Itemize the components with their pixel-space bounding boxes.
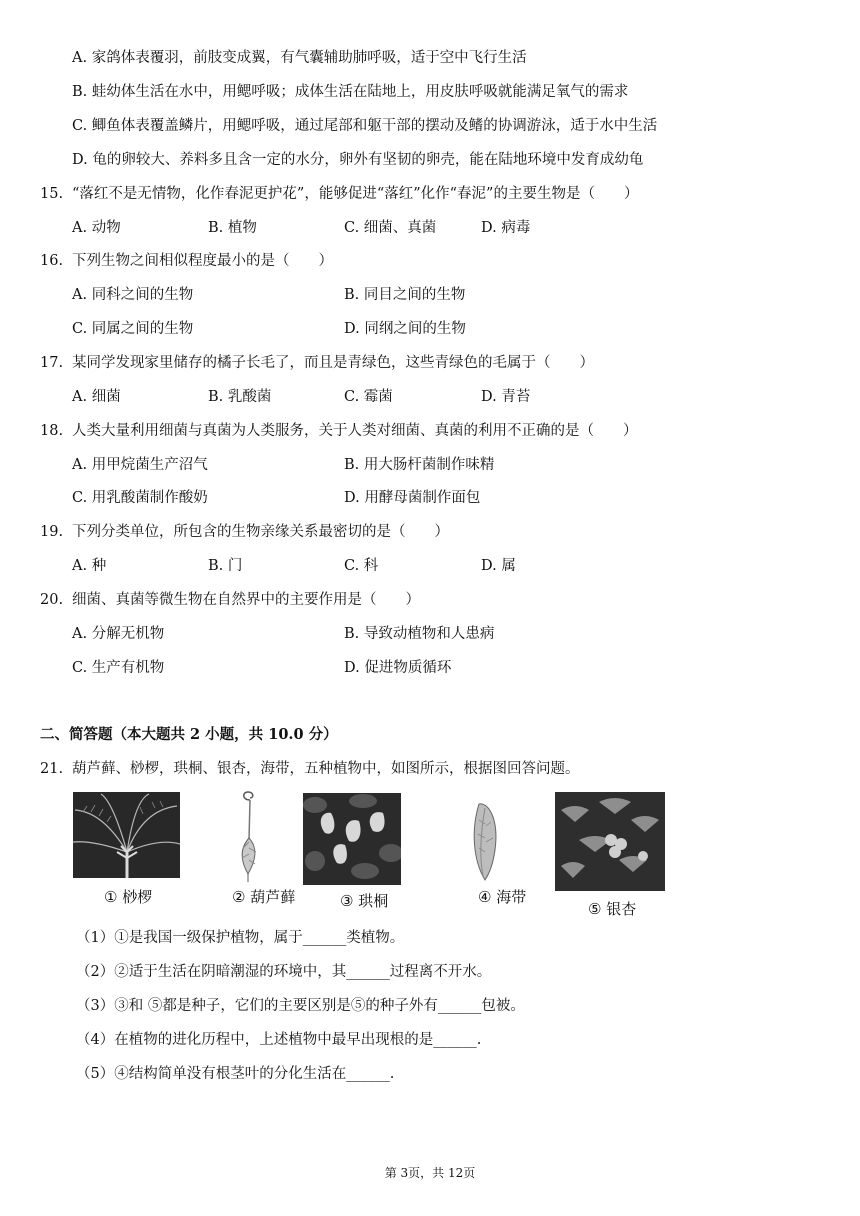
q19-option-d: D. 属 (481, 558, 516, 574)
q20-stem: 细菌、真菌等微生物在自然界中的主要作用是（ ） (72, 592, 420, 608)
q16-option-d: D. 同纲之间的生物 (344, 321, 466, 337)
q21-sub-1: （1）①是我国一级保护植物，属于______类植物。 (76, 930, 405, 946)
q20-option-d: D. 促进物质循环 (344, 660, 452, 676)
q16-option-a: A. 同科之间的生物 (72, 287, 194, 303)
q16-option-b: B. 同目之间的生物 (344, 287, 466, 303)
q21-sub-3: （3）③和 ⑤都是种子，它们的主要区别是⑤的种子外有______包被。 (76, 998, 525, 1014)
q15-option-b: B. 植物 (208, 220, 257, 236)
q15-option-d: D. 病毒 (481, 220, 531, 236)
caption-tree-fern: ① 桫椤 (104, 888, 153, 906)
q19-option-a: A. 种 (72, 558, 107, 574)
dove-tree-image (303, 793, 401, 885)
q21-sub-2: （2）②适于生活在阴暗潮湿的环境中，其______过程离不开水。 (76, 964, 492, 980)
q15-stem: “落红不是无情物，化作春泥更护花”，能够促进“落红”化作“春泥”的主要生物是（ ） (72, 186, 639, 202)
tree-fern-image (73, 792, 180, 878)
q15-option-c: C. 细菌、真菌 (344, 220, 437, 236)
q18-number: 18. (40, 423, 64, 439)
q18-option-b: B. 用大肠杆菌制作味精 (344, 457, 495, 473)
page-footer: 第 3页，共 12页 (384, 1166, 476, 1180)
q17-option-b: B. 乳酸菌 (208, 389, 272, 405)
q20-option-a: A. 分解无机物 (72, 626, 165, 642)
q14-option-b: B. 蛙幼体生活在水中，用鳃呼吸；成体生活在陆地上，用皮肤呼吸就能满足氧气的需求 (72, 84, 629, 100)
q18-stem: 人类大量利用细菌与真菌为人类服务，关于人类对细菌、真菌的利用不正确的是（ ） (72, 423, 638, 439)
q14-option-d: D. 龟的卵较大、养料多且含一定的水分，卵外有坚韧的卵壳，能在陆地环境中发育成幼龟 (72, 152, 644, 168)
q21-number: 21. (40, 761, 64, 777)
q21-stem: 葫芦藓、桫椤，珙桐、银杏，海带，五种植物中，如图所示，根据图回答问题。 (72, 761, 580, 777)
q15-option-a: A. 动物 (72, 220, 121, 236)
caption-kelp: ④ 海带 (478, 888, 527, 906)
q17-option-a: A. 细菌 (72, 389, 121, 405)
kelp-image (469, 800, 503, 882)
caption-moss: ② 葫芦藓 (232, 888, 296, 906)
q18-option-c: C. 用乳酸菌制作酸奶 (72, 490, 208, 506)
q19-option-c: C. 科 (344, 558, 379, 574)
q17-option-d: D. 青苔 (481, 389, 531, 405)
q17-number: 17. (40, 355, 64, 371)
q21-sub-4: （4）在植物的进化历程中，上述植物中最早出现根的是______. (76, 1032, 482, 1048)
q14-option-a: A. 家鸽体表覆羽，前肢变成翼，有气囊辅助肺呼吸，适于空中飞行生活 (72, 50, 527, 66)
section-heading: 二、简答题（本大题共 2 小题，共 10.0 分） (40, 726, 338, 743)
q19-option-b: B. 门 (208, 558, 243, 574)
q16-option-c: C. 同属之间的生物 (72, 321, 194, 337)
q15-number: 15. (40, 186, 64, 202)
q19-number: 19. (40, 524, 64, 540)
q20-number: 20. (40, 592, 64, 608)
q20-option-c: C. 生产有机物 (72, 660, 165, 676)
q20-option-b: B. 导致动植物和人患病 (344, 626, 495, 642)
q19-stem: 下列分类单位，所包含的生物亲缘关系最密切的是（ ） (72, 524, 449, 540)
q16-stem: 下列生物之间相似程度最小的是（ ） (72, 253, 333, 269)
q17-option-c: C. 霉菌 (344, 389, 393, 405)
q17-stem: 某同学发现家里储存的橘子长毛了，而且是青绿色，这些青绿色的毛属于（ ） (72, 355, 594, 371)
caption-ginkgo: ⑤ 银杏 (588, 900, 637, 918)
q18-option-a: A. 用甲烷菌生产沼气 (72, 457, 208, 473)
q16-number: 16. (40, 253, 64, 269)
q18-option-d: D. 用酵母菌制作面包 (344, 490, 481, 506)
q14-option-c: C. 鲫鱼体表覆盖鳞片，用鳃呼吸，通过尾部和躯干部的摆动及鳍的协调游泳，适于水中生活 (72, 118, 658, 134)
ginkgo-image (555, 792, 665, 891)
moss-image (236, 790, 266, 882)
caption-dove-tree: ③ 珙桐 (340, 892, 389, 910)
q21-sub-5: （5）④结构简单没有根茎叶的分化生活在______. (76, 1066, 395, 1082)
